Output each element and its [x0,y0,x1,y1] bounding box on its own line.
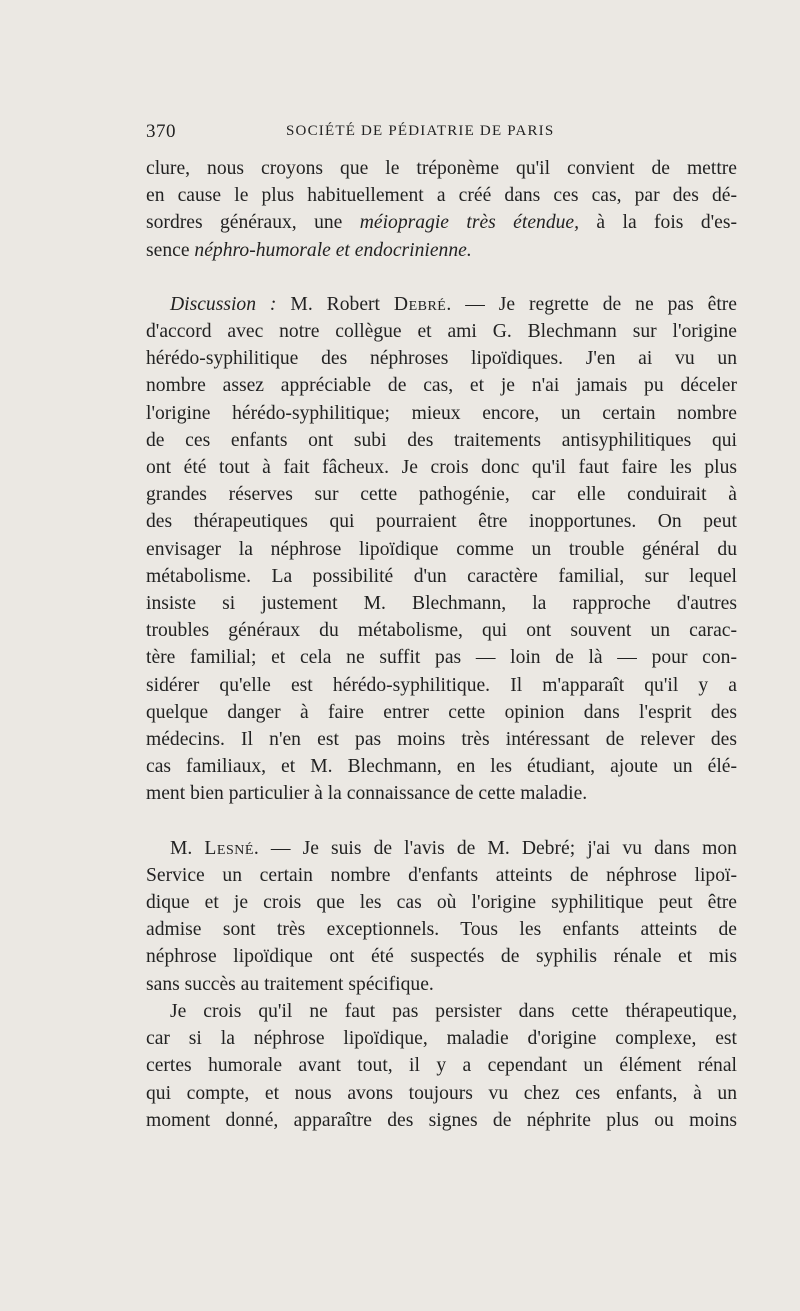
text-run: M. [170,837,205,859]
text-line: des thérapeutiques qui pourraient être inopportunes. On peut [146,511,737,533]
discussion-label: Discussion : [170,293,277,315]
text-run: à la fois d'es- [579,212,737,234]
text-run: . — Je regrette de ne pas être [446,293,737,315]
emphasis-text: néphro-humorale et endocrinienne. [194,239,472,261]
text-line: néphrose lipoïdique ont été suspectés de syphilis rénale et mis [146,946,737,968]
text-line: car si la néphrose lipoïdique, maladie d'origine complexe, est [146,1028,737,1050]
page-number: 370 [146,121,176,142]
text-line: Service un certain nombre d'enfants atteints de néphrose lipoï- [146,864,737,886]
text-line: nombre assez appréciable de cas, et je n'ai jamais pu déceler [146,375,737,397]
text-run: . — Je suis de l'avis de M. Debré; j'ai vu dans mon [253,837,737,859]
text-line [146,209,737,236]
paragraph-gap [146,264,737,291]
running-title: SOCIÉTÉ DE PÉDIATRIE DE PARIS [286,123,555,139]
emphasis-text: méiopragie très étendue, [359,212,580,234]
text-line: troubles généraux du métabolisme, qui ont souvent un carac- [146,620,737,642]
text-line: tère familial; et cela ne suffit pas — loin de là — pour con- [146,647,737,669]
text-line: métabolisme. La possibilité d'un caractère familial, sur lequel [146,565,737,587]
text-line: médecins. Il n'en est pas moins très intéressant de relever des [146,729,737,751]
text-line [146,291,737,318]
text-run: sence [146,239,195,261]
text-line [146,835,737,862]
body-text [146,155,737,1134]
text-line: en cause le plus habituellement a créé dans ces cas, par des dé- [146,185,737,207]
text-line: sidérer qu'elle est hérédo-syphilitique. Il m'apparaît qu'il y a [146,674,737,696]
page-header [146,121,738,141]
paragraph-lesne [146,835,737,998]
text-line [146,237,737,264]
paragraph-gap [146,808,737,835]
text-line: clure, nous croyons que le tréponème qu'il convient de mettre [146,158,737,179]
text-line: dique et je crois que les cas où l'origine syphilitique peut être [146,892,737,914]
text-line: ment bien particulier à la connaissance de cette maladie. [146,783,588,805]
text-line: l'origine hérédo-syphilitique; mieux encore, un certain nombre [146,402,737,424]
text-line: d'accord avec notre collègue et ami G. Blechmann sur l'origine [146,321,737,343]
text-line: grandes réserves sur cette pathogénie, car elle conduirait à [146,484,737,506]
text-line: certes humorale avant tout, il y a cependant un élément rénal [146,1055,737,1077]
text-line: de ces enfants ont subi des traitements antisyphilitiques qui [146,429,737,451]
text-run: M. Robert [276,293,394,315]
text-line: ont été tout à fait fâcheux. Je crois donc qu'il faut faire les plus [146,457,737,479]
speaker-name: Debré [393,293,447,315]
text-run: sordres généraux, une [146,212,360,234]
text-line: insiste si justement M. Blechmann, la rapproche d'autres [146,593,737,615]
text-line: admise sont très exceptionnels. Tous les enfants atteints de [146,919,737,941]
text-line: qui compte, et nous avons toujours vu chez ces enfants, à un [146,1082,737,1104]
text-line: cas familiaux, et M. Blechmann, en les étudiant, ajoute un élé- [146,756,737,778]
speaker-name: Lesné [204,837,254,859]
paragraph-conclusion [146,155,737,264]
paragraph-discussion [146,291,737,808]
text-line: envisager la néphrose lipoïdique comme un trouble général du [146,538,737,560]
paragraph-therapeutic [146,998,737,1134]
text-line: moment donné, apparaître des signes de néphrite plus ou moins [146,1109,737,1131]
text-line: sans succès au traitement spécifique. [146,973,434,995]
text-line: hérédo-syphilitique des néphroses lipoïdiques. J'en ai vu un [146,348,737,370]
text-line: quelque danger à faire entrer cette opinion dans l'esprit des [146,701,737,723]
text-line: Je crois qu'il ne faut pas persister dans cette thérapeutique, [170,1000,737,1022]
